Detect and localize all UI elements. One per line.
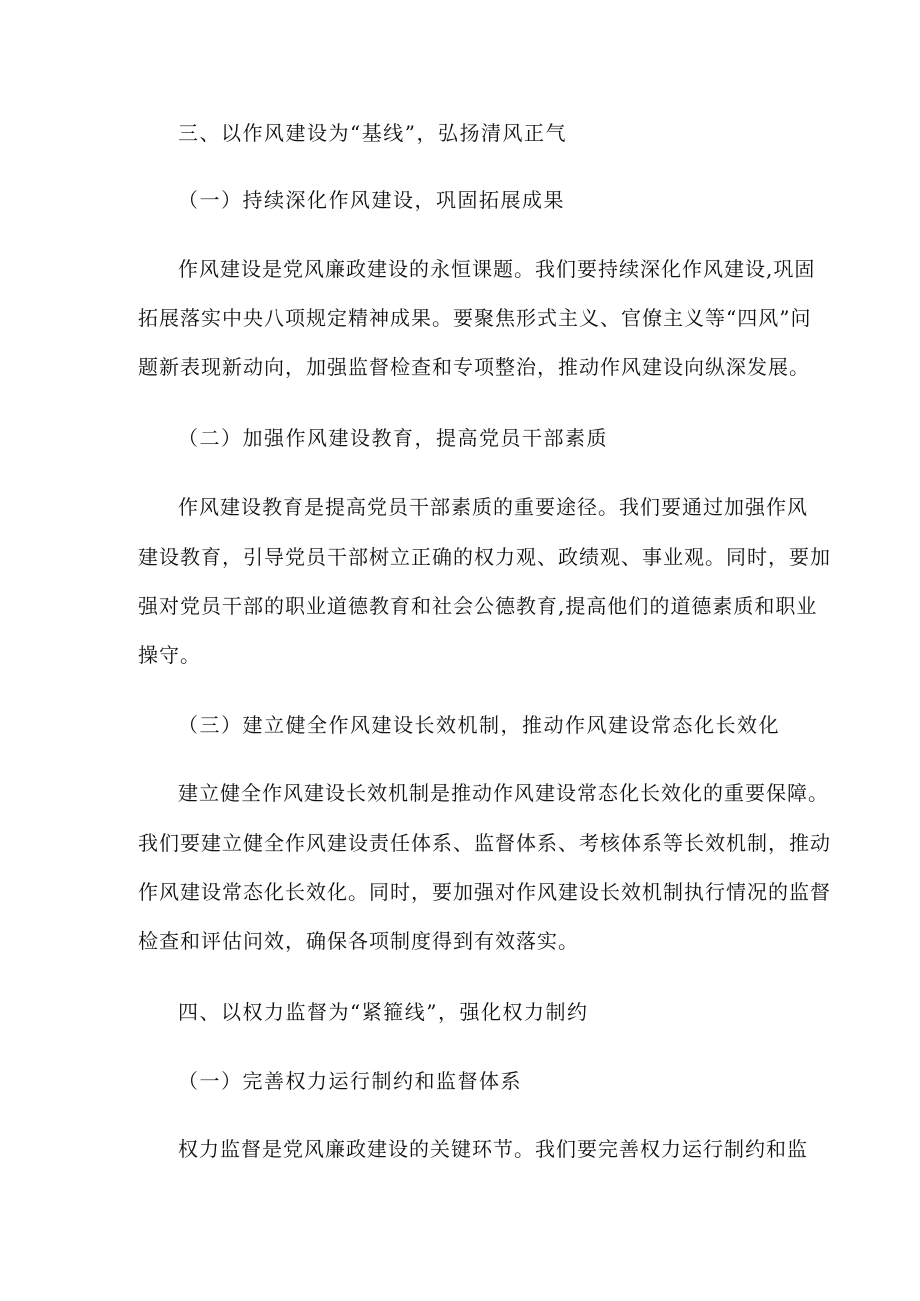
paragraph-line: 我们要建立健全作风建设责任体系、监督体系、考核体系等长效机制，推动 [138,831,831,855]
paragraph-line: 检查和评估问效，确保各项制度得到有效落实。 [138,929,579,953]
paragraph-line: 权力监督是党风廉政建设的关键环节。我们要完善权力运行制约和监 [178,1137,808,1161]
paragraph-line: 建立健全作风建设长效机制是推动作风建设常态化长效化的重要保障。 [178,781,829,805]
paragraph-line: 拓展落实中央八项规定精神成果。要聚焦形式主义、官僚主义等“四风”问 [138,306,812,330]
paragraph-line: 建设教育，引导党员干部树立正确的权力观、政绩观、事业观。同时，要加 [138,545,831,569]
subsection-heading-3-1: （一）持续深化作风建设，巩固拓展成果 [178,188,565,212]
section-heading-3: 三、以作风建设为“基线”，弘扬清风正气 [178,121,567,145]
subsection-heading-3-2: （二）加强作风建设教育，提高党员干部素质 [178,426,608,450]
paragraph-line: 作风建设常态化长效化。同时，要加强对作风建设长效机制执行情况的监督 [138,880,831,904]
paragraph-line: 强对党员干部的职业道德教育和社会公德教育,提高他们的道德素质和职业 [138,594,818,618]
paragraph-line: 作风建设教育是提高党员干部素质的重要途径。我们要通过加强作风 [178,495,808,519]
paragraph-line: 作风建设是党风廉政建设的永恒课题。我们要持续深化作风建设,巩固 [178,257,816,281]
section-heading-4: 四、以权力监督为“紧箍线”，强化权力制约 [178,1000,589,1024]
paragraph-line: 题新表现新动向，加强监督检查和专项整治，推动作风建设向纵深发展。 [138,355,810,379]
subsection-heading-4-1: （一）完善权力运行制约和监督体系 [178,1069,522,1093]
paragraph-line: 操守。 [138,643,201,667]
subsection-heading-3-3: （三）建立健全作风建设长效机制，推动作风建设常态化长效化 [178,713,780,737]
